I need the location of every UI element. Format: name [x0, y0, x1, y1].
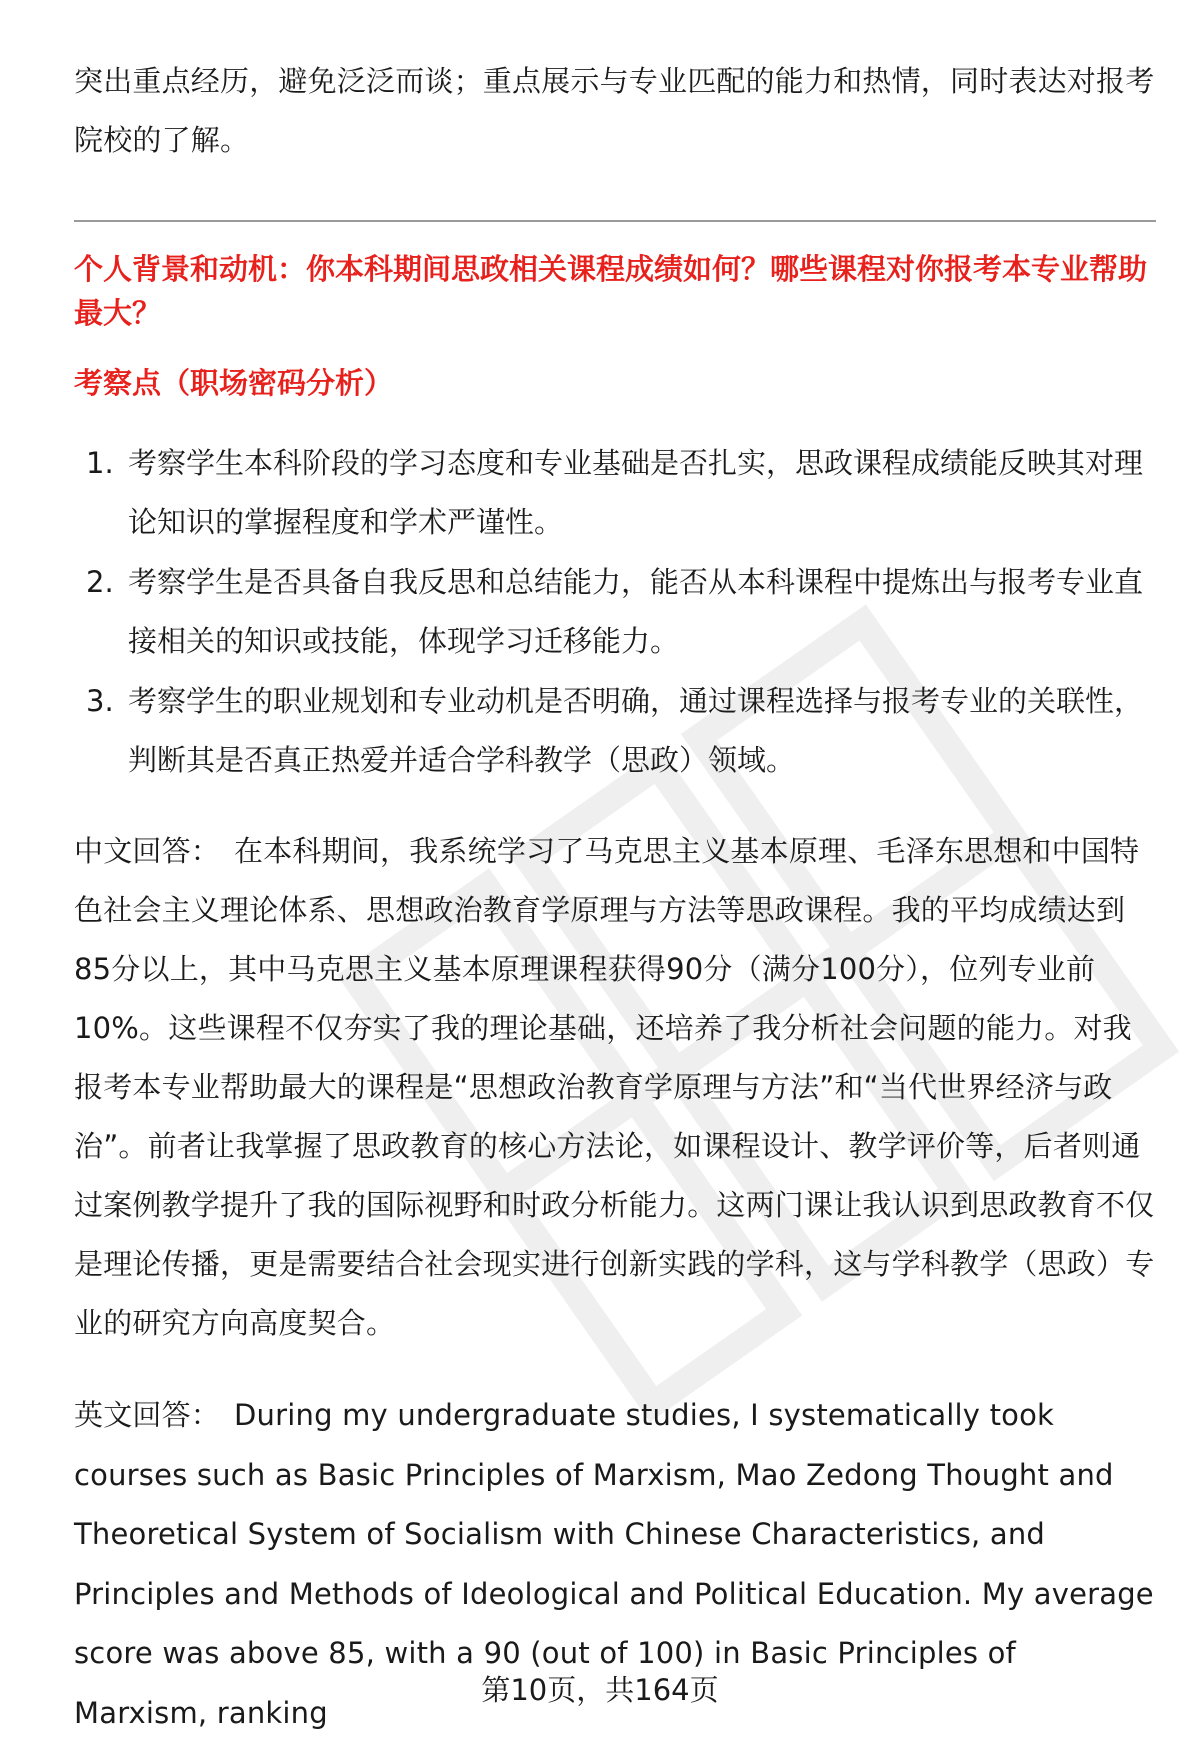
english-answer-label: 英文回答：	[74, 1398, 221, 1432]
focus-list	[74, 434, 1156, 791]
intro-paragraph: 突出重点经历，避免泛泛而谈；重点展示与专业匹配的能力和热情，同时表达对报考院校的了解。	[74, 64, 1155, 157]
list-item	[74, 553, 1156, 671]
list-item-number: 1.	[86, 446, 114, 480]
list-item-text: 考察学生本科阶段的学习态度和专业基础是否扎实，思政课程成绩能反映其对理论知识的掌握程度和学术严谨性。	[128, 446, 1144, 539]
list-item-text: 考察学生是否具备自我反思和总结能力，能否从本科课程中提炼出与报考专业直接相关的知识或技能，体现学习迁移能力。	[128, 565, 1144, 658]
chinese-answer	[74, 822, 1156, 1353]
focus-heading: 考察点（职场密码分析）	[74, 366, 394, 400]
list-item	[74, 434, 1156, 552]
list-item-number: 3.	[86, 684, 114, 718]
chinese-answer-label: 中文回答：	[74, 834, 221, 868]
page-footer: 第10页，共164页	[481, 1673, 719, 1707]
english-answer-text: During my undergraduate studies, I systematically took courses such as Basic Principles of Marxism, Mao Zedong Thought and Theoretical System of Socialism with Chinese Characteristics, and Principles and Methods of Ideological and Political Education. My average score was above 85, with a 90 (out of 100) in Basic Principles of Marxism, ranking	[74, 1398, 1154, 1730]
list-item-text: 考察学生的职业规划和专业动机是否明确，通过课程选择与报考专业的关联性，判断其是否真正热爱并适合学科教学（思政）领域。	[128, 684, 1144, 777]
section-divider	[74, 220, 1156, 222]
list-item-number: 2.	[86, 565, 114, 599]
list-item	[74, 672, 1156, 790]
question-heading: 个人背景和动机：你本科期间思政相关课程成绩如何？哪些课程对你报考本专业帮助最大？	[74, 252, 1148, 330]
chinese-answer-text: 在本科期间，我系统学习了马克思主义基本原理、毛泽东思想和中国特色社会主义理论体系、思想政治教育学原理与方法等思政课程。我的平均成绩达到85分以上，其中马克思主义基本原理课程获得90分（满分100分），位列专业前10%。这些课程不仅夯实了我的理论基础，还培养了我分析社会问题的能力。对我报考本专业帮助最大的课程是“思想政治教育学原理与方法”和“当代世界经济与政治”。前者让我掌握了思政教育的核心方法论，如课程设计、教学评价等，后者则通过案例教学提升了我的国际视野和时政分析能力。这两门课让我认识到思政教育不仅是理论传播，更是需要结合社会现实进行创新实践的学科，这与学科教学（思政）专业的研究方向高度契合。	[74, 834, 1155, 1340]
